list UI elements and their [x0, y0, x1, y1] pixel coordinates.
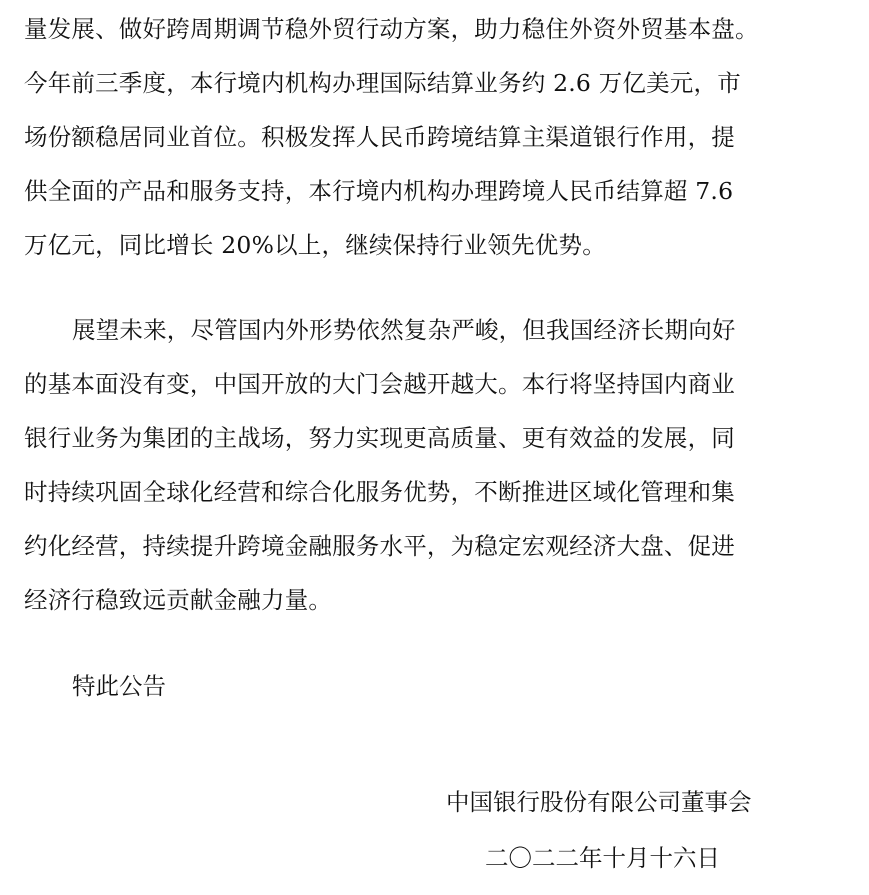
paragraph-line: 场份额稳居同业首位。积极发挥人民币跨境结算主渠道银行作用，提 [24, 123, 735, 151]
paragraph-line: 量发展、做好跨周期调节稳外贸行动方案，助力稳住外资外贸基本盘。 [24, 15, 759, 43]
paragraph-line: 万亿元，同比增长 20%以上，继续保持行业领先优势。 [24, 231, 606, 259]
closing-statement: 特此公告 [72, 672, 166, 700]
signature-issuer: 中国银行股份有限公司董事会 [446, 788, 752, 816]
paragraph-line: 展望未来，尽管国内外形势依然复杂严峻，但我国经济长期向好 [72, 316, 736, 344]
paragraph-line: 供全面的产品和服务支持，本行境内机构办理跨境人民币结算超 7.6 [24, 177, 734, 205]
signature-date: 二〇二二年十月十六日 [485, 844, 720, 872]
paragraph-line: 经济行稳致远贡献金融力量。 [24, 586, 333, 614]
paragraph-outlook [24, 303, 794, 627]
paragraph-cross-border-settlement [24, 2, 794, 272]
paragraph-line: 今年前三季度，本行境内机构办理国际结算业务约 2.6 万亿美元，市 [24, 69, 741, 97]
paragraph-line: 的基本面没有变，中国开放的大门会越开越大。本行将坚持国内商业 [24, 370, 735, 398]
paragraph-line: 约化经营，持续提升跨境金融服务水平，为稳定宏观经济大盘、促进 [24, 532, 735, 560]
paragraph-line: 银行业务为集团的主战场，努力实现更高质量、更有效益的发展，同 [24, 424, 735, 452]
paragraph-line: 时持续巩固全球化经营和综合化服务优势，不断推进区域化管理和集 [24, 478, 735, 506]
